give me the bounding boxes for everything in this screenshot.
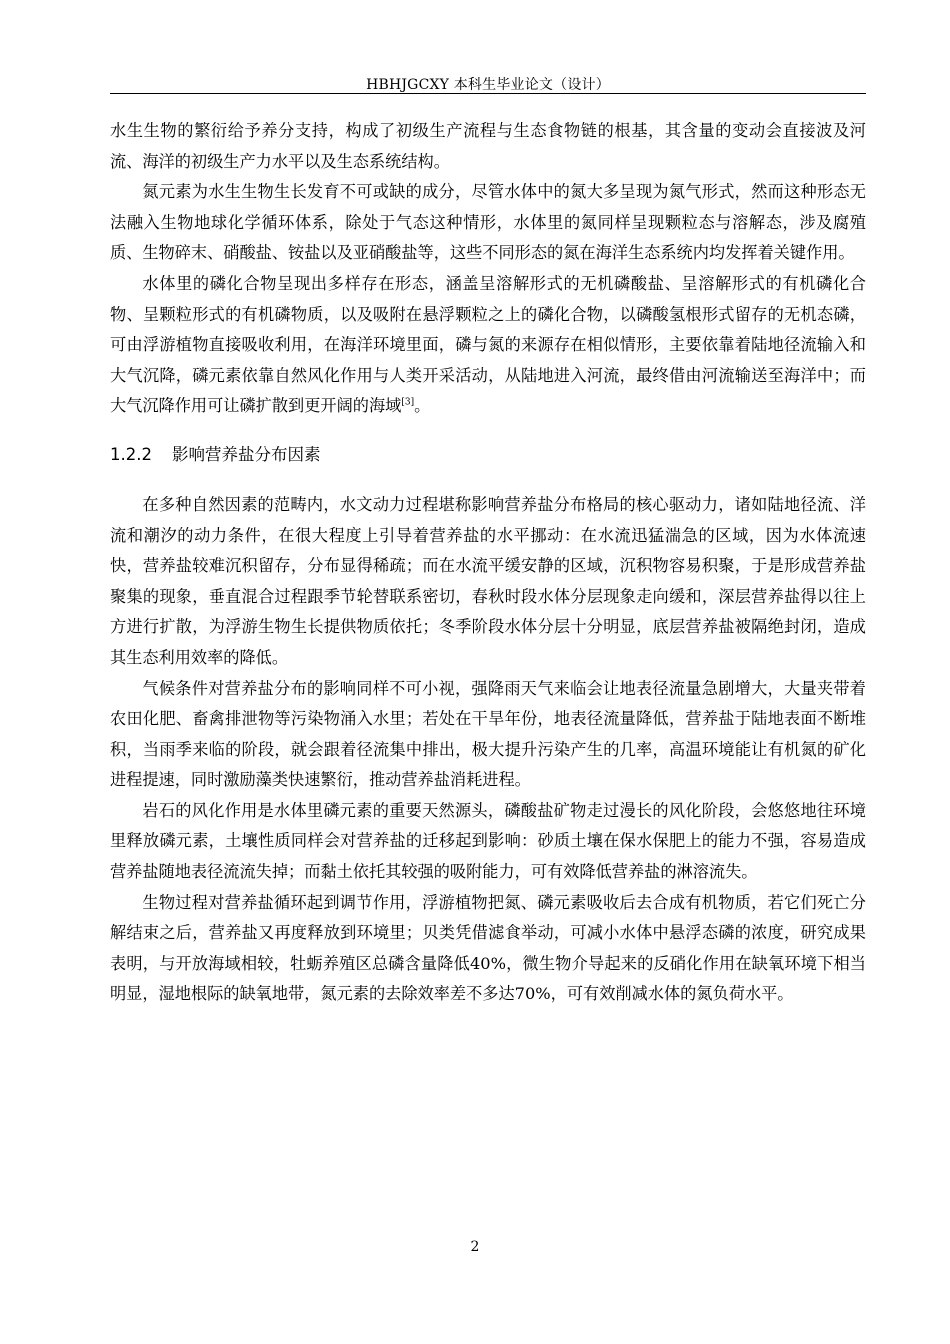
- paragraph-end: 。: [414, 396, 431, 416]
- paragraph: 水生生物的繁衍给予养分支持，构成了初级生产流程与生态食物链的根基，其含量的变动会直接波及河流、海洋的初级生产力水平以及生态系统结构。: [110, 121, 866, 171]
- paragraph: [110, 269, 866, 422]
- paragraph: 气候条件对营养盐分布的影响同样不可小视，强降雨天气来临会让地表径流量急剧增大，大量夹带着农田化肥、畜禽排泄物等污染物涌入水里；若处在干旱年份，地表径流量降低，营养盐于陆地表面不断堆积，当雨季来临的阶段，就会跟着径流集中排出，极大提升污染产生的几率，高温环境能让有机氮的矿化进程提速，同时激励藻类快速繁衍，推动营养盐消耗进程。: [110, 678, 866, 790]
- paragraph: 岩石的风化作用是水体里磷元素的重要天然源头，磷酸盐矿物走过漫长的风化阶段，会悠悠地往环境里释放磷元素，土壤性质同样会对营养盐的迁移起到影响：砂质土壤在保水保肥上的能力不强，容易造成营养盐随地表径流流失掉；而黏土依托其较强的吸附能力，可有效降低营养盐的淋溶流失。: [110, 800, 866, 882]
- paragraph: 氮元素为水生生物生长发育不可或缺的成分，尽管水体中的氮大多呈现为氮气形式，然而这种形态无法融入生物地球化学循环体系，除处于气态这种情形，水体里的氮同样呈现颗粒态与溶解态，涉及腐殖质、生物碎末、硝酸盐、铵盐以及亚硝酸盐等，这些不同形态的氮在海洋生态系统内均发挥着关键作用。: [110, 182, 866, 263]
- header-rule: [110, 93, 866, 94]
- citation: [3]: [401, 397, 415, 408]
- paragraph: 生物过程对营养盐循环起到调节作用，浮游植物把氮、磷元素吸收后去合成有机物质，若它们死亡分解结束之后，营养盐又再度释放到环境里；贝类凭借滤食举动，可减小水体中悬浮态磷的浓度，研究成果表明，与开放海域相较，牡蛎养殖区总磷含量降低40%，微生物介导起来的反硝化作用在缺氧环境下相当明显，湿地根际的缺氧地带，氮元素的去除效率差不多达70%，可有效削减水体的氮负荷水平。: [110, 892, 866, 1004]
- section-title: 影响营养盐分布因素: [172, 444, 321, 464]
- section-heading: [110, 440, 866, 470]
- running-header: HBHJGCXY 本科生毕业论文（设计）: [366, 77, 610, 93]
- section-number: 1.2.2: [110, 444, 152, 464]
- body-text: [110, 116, 866, 1010]
- paragraph-text: 水体里的磷化合物呈现出多样存在形态，涵盖呈溶解形式的无机磷酸盐、呈溶解形式的有机磷化合物、呈颗粒形式的有机磷物质，以及吸附在悬浮颗粒之上的磷化合物，以磷酸氢根形式留存的无机态磷，可由浮游植物直接吸收利用，在海洋环境里面，磷与氮的来源存在相似情形，主要依靠着陆地径流输入和大气沉降，磷元素依靠自然风化作用与人类开采活动，从陆地进入河流，最终借由河流输送至海洋中；而大气沉降作用可让磷扩散到更开阔的海域: [110, 273, 866, 416]
- page-number: 2: [470, 1239, 480, 1255]
- paragraph: 在多种自然因素的范畴内，水文动力过程堪称影响营养盐分布格局的核心驱动力，诸如陆地径流、洋流和潮汐的动力条件，在很大程度上引导着营养盐的水平挪动：在水流迅猛湍急的区域，因为水体流速快，营养盐较难沉积留存，分布显得稀疏；而在水流平缓安静的区域，沉积物容易积聚，于是形成营养盐聚集的现象，垂直混合过程跟季节轮替联系密切，春秋时段水体分层现象走向缓和，深层营养盐得以往上方进行扩散，为浮游生物生长提供物质依托；冬季阶段水体分层十分明显，底层营养盐被隔绝封闭，造成其生态利用效率的降低。: [110, 494, 866, 667]
